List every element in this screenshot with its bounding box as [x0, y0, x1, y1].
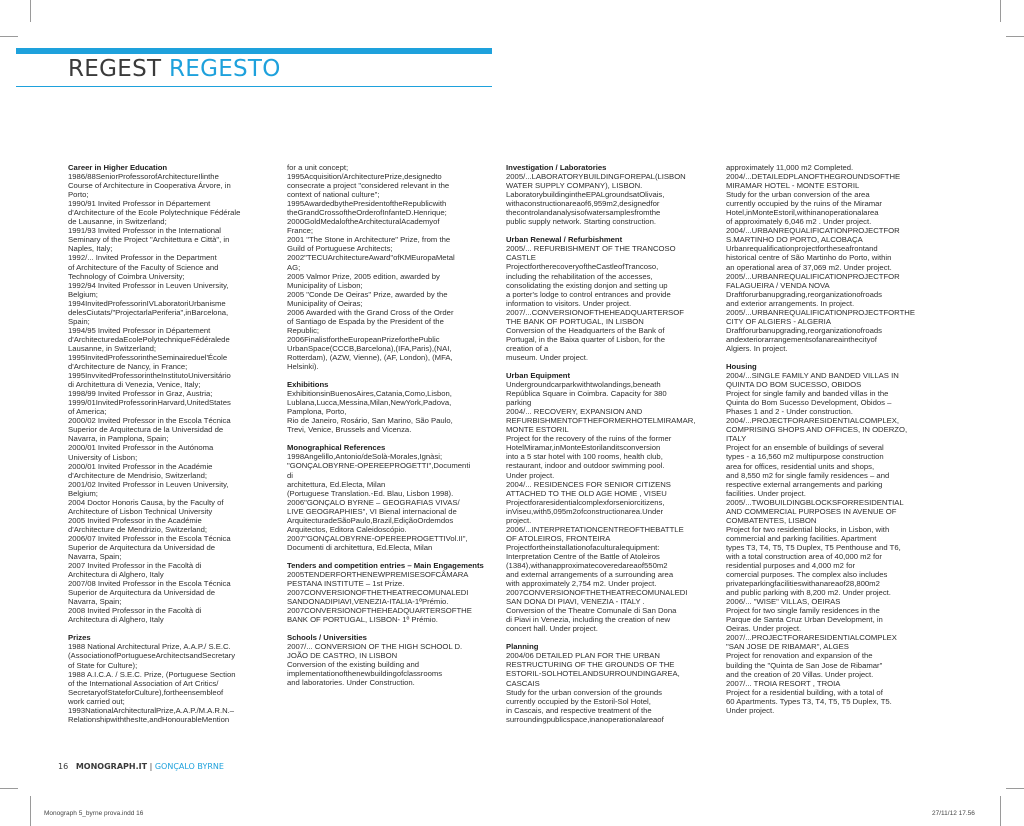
- text-line: ProjectfortherecoveryoftheCastleofTrancoso,: [506, 262, 659, 272]
- text-line: Superior de Arquitectura da Universidad de: [68, 588, 216, 598]
- text-line: 2004/... RECOVERY, EXPANSION AND: [506, 407, 643, 417]
- text-line: Course of Architecture in Cooperativa Árvore, in: [68, 181, 231, 191]
- text-line: work carried out;: [68, 696, 125, 706]
- text-line: 2006/...INTERPRETATIONCENTREOFTHEBATTLE: [506, 524, 684, 534]
- text-line: 2005 Valmor Prize, 2005 edition, awarded by: [287, 271, 440, 281]
- text-line: 2007/...PROJECTFORARESIDENTIALCOMPLEX: [726, 633, 897, 643]
- text-line: 2004/... RESIDENCES FOR SENIOR CITIZENS: [506, 479, 671, 489]
- text-column-2: [287, 163, 501, 688]
- text-line: andexteriorarrangementsofanareainthecityof: [726, 334, 877, 344]
- text-line: Rotterdam), (AZW, Vienne), (AF, London), (MFA,: [287, 352, 453, 362]
- text-line: 2006FinalistfortheEuropeanPrizeforthePublic: [287, 334, 440, 344]
- text-line: Municipality of Oeiras;: [287, 298, 363, 308]
- text-line: 2006/... "WISE" VILLAS, OEIRAS: [726, 597, 841, 607]
- text-line: Project for renovation and expansion of the: [726, 651, 873, 661]
- text-line: theGrandCrossoftheOrderofInfanteD.Henrique;: [287, 208, 447, 218]
- text-line: Study for the urban conversion of the area: [726, 190, 870, 200]
- text-line: COMPRISING SHOPS AND OFFICES, IN ODERZO,: [726, 425, 908, 435]
- text-line: University of Lisbon;: [68, 452, 138, 462]
- section-spacer: [287, 434, 501, 443]
- text-line: building the "Quinta de San Jose de Ribamar": [726, 660, 883, 670]
- text-line: Helsinki).: [287, 362, 319, 372]
- text-line: of State for Culture);: [68, 660, 138, 670]
- text-line: approximately 11,000 m2 Completed.: [726, 163, 854, 172]
- text-line: QUINTA DO BOM SUCESSO, OBIDOS: [726, 380, 862, 390]
- crop-mark: [0, 36, 18, 37]
- text-line: 2000/01 Invited Professor in the Académie: [68, 461, 213, 471]
- text-line: 2007"GONÇALOBYRNE-OPEREEPROGETTIVol.II",: [287, 533, 468, 543]
- text-line: Project for two single family residences in the: [726, 606, 880, 616]
- text-line: ESTORIL-SOLHOTELANDSURROUNDINGAREA,: [506, 669, 680, 679]
- text-line: types T3, T4, T5, T5 Duplex, T5 Penthouse and T6,: [726, 542, 901, 552]
- text-line: di: [287, 470, 293, 480]
- crop-mark: [0, 788, 18, 789]
- text-line: d'ArchitecturedaEcolePolytechniqueFédéralede: [68, 334, 230, 344]
- text-line: REFURBISHMENTOFTHEFORMERHOTELMIRAMAR,: [506, 416, 696, 426]
- text-line: 1988 A.I.C.A. / S.E.C. Prize, (Portuguese Section: [68, 669, 236, 679]
- text-line: an operational area of 37,069 m2. Under project.: [726, 262, 892, 272]
- text-line: Draftforurbanupgrading,reorganizationofroads: [726, 325, 882, 335]
- header-rule: [16, 86, 492, 87]
- section-heading: Housing: [726, 361, 757, 371]
- section-heading: Prizes: [68, 633, 91, 643]
- text-line: 2007CONVERSIONOFTHETHEATRECOMUNALEDI: [506, 588, 688, 598]
- text-line: d'Architecture de Mendrizio, Switzerland;: [68, 524, 208, 534]
- text-line: delesCiutats/"ProjectarlaPeriferia",inBarcelona,: [68, 307, 229, 317]
- text-line: 2005 Invited Professor in the Académie: [68, 515, 202, 525]
- text-line: UrbanSpace(CCCB,Barcelona),(IFA,Paris),(NAI,: [287, 343, 452, 353]
- text-line: 2005/...URBANREQUALIFICATIONPROJECTFOR: [726, 271, 900, 281]
- text-line: Guild of Portuguese Architects;: [287, 244, 393, 254]
- text-line: 1995Acquisition/ArchitecturePrize,designedto: [287, 172, 442, 182]
- section-spacer: [287, 371, 501, 380]
- text-line: Technology of Coimbra University;: [68, 271, 185, 281]
- text-line: 1995AwardedbythePresidentoftheRepublicwith: [287, 199, 447, 209]
- slug-datetime: 27/11/12 17.56: [932, 810, 975, 817]
- text-line: Belgium;: [68, 488, 98, 498]
- text-line: 2007CONVERSIONOFTHEHEADQUARTERSOFTHE: [287, 606, 472, 616]
- text-line: of Architecture of the Faculty of Science and: [68, 262, 219, 272]
- text-line: Project for two residential blocks, in Lisbon, with: [726, 524, 890, 534]
- text-line: AND COMMERCIAL PURPOSES IN AVENUE OF: [726, 506, 897, 516]
- text-line: thecontrolandanalysisofwatersamplesfromthe: [506, 208, 661, 218]
- text-line: Documenti di architettura, Ed.Electa, Milan: [287, 542, 433, 552]
- text-line: LIVE GEOGRAPHIES", VI Bienal internacional de: [287, 506, 457, 516]
- text-line: Seminary of the Project "Architettura e Città", in: [68, 235, 230, 245]
- text-line: Republic;: [287, 325, 320, 335]
- text-line: Lublana,Lucca,Messina,Milan,NewYork,Padova,: [287, 398, 452, 408]
- text-line: Phases 1 and 2 - Under construction.: [726, 407, 853, 417]
- text-line: area for offices, residential units and shops,: [726, 461, 875, 471]
- text-line: OF ATOLEIROS, FRONTEIRA: [506, 533, 611, 543]
- text-line: Parque de Santa Cruz Urban Development, in: [726, 615, 883, 625]
- text-line: RelationshipwiththesIte,andHonourableMention: [68, 714, 230, 724]
- text-line: France;: [287, 226, 314, 236]
- text-line: for a unit concept;: [287, 163, 349, 172]
- text-line: consecrate a project "considered relevant in the: [287, 181, 450, 191]
- text-line: of America;: [68, 407, 107, 417]
- page-footer: [58, 762, 224, 771]
- text-line: privateparkingfacilitieswithanareaof28,800m2: [726, 579, 880, 589]
- text-line: types - a 16,560 m2 multipurpose construction: [726, 452, 884, 462]
- text-line: parking: [506, 398, 532, 408]
- text-line: 2006"GONÇALO BYRNE – GEOGRAFIAS VIVAS/: [287, 497, 460, 507]
- text-line: CASTLE: [506, 253, 536, 263]
- section-heading: Career in Higher Education: [68, 163, 168, 172]
- crop-mark: [30, 796, 31, 826]
- text-line: Conversion of the Headquarters of the Bank of: [506, 325, 665, 335]
- text-line: HotelMiramar,inMonteEstorilanditsconversion: [506, 443, 661, 453]
- text-line: CASCAIS: [506, 678, 540, 688]
- text-line: 1994/95 Invited Professor in Département: [68, 325, 211, 335]
- text-line: Projectfortheinstallationofaculturalequipment:: [506, 542, 660, 552]
- text-line: 2005TENDERFORTHENEWPREMISESOFCÂMARA: [287, 569, 469, 579]
- text-line: museum. Under project.: [506, 352, 589, 362]
- text-line: Belgium;: [68, 289, 98, 299]
- text-line: 1988 National Architectural Prize, A.A.P./ S.E.C.: [68, 642, 231, 652]
- text-line: Navarra, Spain;: [68, 552, 122, 562]
- section-heading: Monographical References: [287, 443, 386, 453]
- text-line: LaboratorybuildingintheEPALgroundsatOlivais,: [506, 190, 665, 200]
- text-line: a porter's lodge to control entrances and provide: [506, 289, 671, 299]
- text-line: 1992/... Invited Professor in the Department: [68, 253, 217, 263]
- text-line: 2004 Doctor Honoris Causa, by the Faculty of: [68, 497, 224, 507]
- text-line: Project for an ensemble of buildings of several: [726, 443, 884, 453]
- text-line: ArquitecturadeSãoPaulo,Brazil,EdiçãoOrdemdos: [287, 515, 454, 525]
- text-line: Superior de Arquitectura de la Universidad de: [68, 425, 224, 435]
- text-line: 2007/... TROIA RESORT , TROIA: [726, 678, 841, 688]
- text-line: Projectforaresidentialcomplexforseniorcitizens,: [506, 497, 665, 507]
- text-line: withaconstructionareaof6,959m2,designedfor: [506, 199, 660, 209]
- section-spacer: [506, 226, 720, 235]
- section-heading: Planning: [506, 642, 539, 652]
- page-title: [68, 56, 281, 82]
- text-line: 2008 Invited Professor in the Facoltà di: [68, 606, 202, 616]
- text-line: Naples, Italy;: [68, 244, 113, 254]
- section-heading: Urban Renewal / Refurbishment: [506, 235, 623, 245]
- text-line: 2000/02 Invited Professor in the Escola Técnica: [68, 416, 231, 426]
- text-line: de Lausanne, in Switzerland;: [68, 217, 167, 227]
- text-line: Spain;: [68, 316, 90, 326]
- text-line: RESTRUCTURING OF THE GROUNDS OF THE: [506, 660, 675, 670]
- text-line: Lausanne, in Switzerland;: [68, 343, 157, 353]
- text-line: inViseu,with5,095m2ofconstructionarea.Under: [506, 506, 664, 516]
- section-spacer: [68, 624, 282, 633]
- text-line: in Cascais, and respective treatment of the: [506, 705, 652, 715]
- text-line: context of national culture";: [287, 190, 380, 200]
- text-line: CITY OF ALGIERS - ALGERIA: [726, 316, 831, 326]
- text-line: COMBATENTES, LISBON: [726, 515, 817, 525]
- text-line: Architecture of Lisbon Technical University: [68, 506, 213, 516]
- text-line: 2002"TECUArchitectureAward"ofKMEuropaMetal: [287, 253, 455, 263]
- text-line: 2005 "Conde De Oeiras" Prize, awarded by the: [287, 289, 448, 299]
- text-line: (Portuguese Translation.-Ed. Blau, Lisbon 1998).: [287, 488, 454, 498]
- text-line: 2007CONVERSIONOFTHETHEATRECOMUNALEDI: [287, 588, 469, 598]
- text-line: 1991/93 Invited Professor in the International: [68, 226, 221, 236]
- text-line: concert hall. Under project.: [506, 624, 598, 634]
- text-line: Conversion of the existing building and: [287, 660, 420, 670]
- text-line: BANK OF PORTUGAL, LISBON- 1º Prémio.: [287, 615, 438, 625]
- text-line: Project for single family and banded villas in the: [726, 389, 889, 399]
- section-spacer: [726, 353, 940, 362]
- text-line: (1384),withanapproximatecoveredareaof550m2: [506, 560, 668, 570]
- text-line: 1994InvitedProfessorinIVLaboratoriUrbanisme: [68, 298, 226, 308]
- text-line: Architectura di Alghero, Italy: [68, 570, 164, 580]
- text-line: FALAGUEIRA / VENDA NOVA: [726, 280, 830, 290]
- text-line: architettura, Ed.Electa, Milan: [287, 479, 386, 489]
- page-number: 16: [58, 762, 69, 771]
- text-line: 2007/08 Invited Professor in the Escola Técnica: [68, 579, 231, 589]
- text-line: and exterior arrangements. In project.: [726, 298, 855, 308]
- text-line: 60 Apartments. Types T3, T4, T5, T5 Duplex, T5.: [726, 696, 892, 706]
- text-line: 1998/99 Invited Professor in Graz, Austria;: [68, 389, 213, 399]
- section-spacer: [506, 362, 720, 371]
- text-line: and 8,550 m2 for single family residences – and: [726, 470, 890, 480]
- section-spacer: [506, 633, 720, 642]
- text-line: 2007/...CONVERSIONOFTHEHEADQUARTERSOF: [506, 307, 684, 317]
- text-line: Draftforurbanupgrading,reorganizationofroads: [726, 289, 882, 299]
- text-line: respective external arrangements and parking: [726, 479, 883, 489]
- text-line: d'Architecture of the Ecole Polytechnique Fédérale: [68, 208, 241, 218]
- title-english: REGEST: [68, 56, 162, 82]
- text-line: "SAN JOSE DE RIBAMAR", ALGES: [726, 642, 849, 652]
- text-line: d'Architecture de Nancy, in France;: [68, 362, 188, 372]
- text-line: with a total construction area of 40,000 m2 for: [726, 551, 882, 561]
- text-line: MONTE ESTORIL: [506, 425, 569, 435]
- text-line: of Santiago de Espada by the President of the: [287, 316, 444, 326]
- text-column-3: [506, 163, 720, 724]
- footer-separator: |: [149, 762, 153, 771]
- text-line: restaurant, indoor and outdoor swimming pool.: [506, 461, 665, 471]
- text-line: facilities. Under project.: [726, 488, 806, 498]
- text-line: di Piavi in Venezia, including the creation of new: [506, 615, 671, 625]
- text-line: 2007 Invited Professor in the Facoltà di: [68, 561, 202, 571]
- text-line: Under project.: [506, 470, 555, 480]
- text-line: SAN DONA DI PIAVI, VENEZIA - ITALY .: [506, 597, 645, 607]
- text-line: Superior de Arquitectura da Universidad de: [68, 542, 216, 552]
- text-line: MIRAMAR HOTEL - MONTE ESTORIL: [726, 181, 860, 191]
- text-line: into a 5 star hotel with 100 rooms, health club,: [506, 452, 663, 462]
- text-line: Hotel,inMonteEstoril,withinanoperationalarea: [726, 208, 879, 218]
- text-line: 1992/94 Invited Professor in Leuven University,: [68, 280, 229, 290]
- section-spacer: [287, 624, 501, 633]
- text-line: 1995InvitedProfessorintheSeminaireduel'École: [68, 352, 228, 362]
- text-line: 2004/06 DETAILED PLAN FOR THE URBAN: [506, 651, 660, 661]
- text-line: information to visitors. Under project.: [506, 298, 632, 308]
- text-line: 2005/...LABORATORYBUILDINGFOREPAL(LISBON: [506, 172, 686, 182]
- section-heading: Exhibitions: [287, 380, 329, 390]
- text-line: "GONÇALOBYRNE-OPEREEPROGETTI",Documenti: [287, 461, 471, 471]
- text-line: 2001 "The Stone in Architecture" Prize, from the: [287, 235, 451, 245]
- text-line: Algiers. In project.: [726, 343, 788, 353]
- text-line: THE BANK OF PORTUGAL, IN LISBON: [506, 316, 644, 326]
- text-line: Arquitectos, Editora Caleidoscópio.: [287, 524, 407, 534]
- text-line: ExhibitionsinBuenosAires,Catania,Como,Lisbon,: [287, 389, 452, 399]
- text-line: comercial purposes. The complex also includes: [726, 570, 888, 580]
- text-line: surroundingpublicspace,inanoperationalareaof: [506, 714, 664, 724]
- text-line: 1999/01InvitedProfessorinHarvard,UnitedStates: [68, 398, 231, 408]
- text-line: 2004/...DETAILEDPLANOFTHEGROUNDSOFTHE: [726, 172, 901, 182]
- text-line: 2006/07 Invited Professor in the Escola Técnica: [68, 533, 231, 543]
- text-line: Project for the recovery of the ruins of the former: [506, 434, 672, 444]
- text-line: Quinta do Bom Sucesso Development, Obidos –: [726, 398, 892, 408]
- text-line: of approximately 6,046 m2 . Under project.: [726, 217, 872, 227]
- text-line: S.MARTINHO DO PORTO, ALCOBAÇA: [726, 235, 863, 245]
- text-line: (AssociationofPortugueseArchitectsandSecretary: [68, 651, 236, 661]
- text-column-1: [68, 163, 282, 724]
- text-line: Oeiras. Under project.: [726, 624, 802, 634]
- text-line: JOÃO DE CASTRO, IN LISBON: [287, 651, 398, 661]
- text-line: 1990/91 Invited Professor in Département: [68, 199, 211, 209]
- text-line: residential purposes and 4,000 m2 for: [726, 561, 856, 571]
- text-line: creation of a: [506, 343, 549, 353]
- crop-mark: [1006, 788, 1024, 789]
- text-line: project.: [506, 515, 532, 525]
- text-line: Navarra, in Pamplona, Spain;: [68, 434, 169, 444]
- text-line: Pamplona, Porto,: [287, 407, 347, 417]
- text-line: 1998Angelillo,Antonio/deSolà-Morales,Ignàsi;: [287, 452, 443, 462]
- text-line: Urbanrequalificationprojectfortheseafrontand: [726, 244, 878, 254]
- section-heading: Investigation / Laboratories: [506, 163, 607, 172]
- text-line: 2005/...TWOBUILDINGBLOCKSFORRESIDENTIAL: [726, 497, 904, 507]
- text-line: 2001/02 Invited Professor in Leuven University,: [68, 479, 229, 489]
- crop-mark: [30, 0, 31, 22]
- text-line: and external arrangements of a surrounding area: [506, 570, 674, 580]
- text-line: 1993NationalArchitecturalPrize,A.A.P./M.A.R.N.–: [68, 705, 235, 715]
- text-line: 2004/...PROJECTFORARESIDENTIALCOMPLEX,: [726, 416, 900, 426]
- text-line: 2005/...URBANREQUALIFICATIONPROJECTFORTHE: [726, 307, 915, 317]
- text-line: Undergroundcarparkwithtwolandings,beneath: [506, 380, 661, 390]
- text-line: ATTACHED TO THE OLD AGE HOME , VISEU: [506, 488, 667, 498]
- text-line: Trevi, Venice, Brussels and Vicenza.: [287, 425, 412, 435]
- text-line: di Architettura di Venezia, Venice, Italy;: [68, 380, 201, 390]
- text-line: including the rehabilitation of the accesses,: [506, 271, 653, 281]
- text-line: Project for a residential building, with a total of: [726, 687, 883, 697]
- text-line: SecretaryofStateforCulture),fortheensembleof: [68, 687, 224, 697]
- text-line: Navarra, Spain;: [68, 597, 122, 607]
- section-spacer: [287, 552, 501, 561]
- text-line: d'Architecture de Mendrisio, Switzerland;: [68, 470, 208, 480]
- crop-mark: [1000, 796, 1001, 826]
- text-line: Under project.: [726, 705, 775, 715]
- slug-file: Monograph 5_byrne prova.indd 16: [44, 810, 144, 817]
- section-heading: Urban Equipment: [506, 370, 571, 380]
- text-line: 1995InvvitedProfessorintheInstitutoUniversitário: [68, 371, 231, 381]
- text-line: 2006 Awarded with the Grand Cross of the Order: [287, 307, 454, 317]
- text-line: of the International Association of Art Critics/: [68, 678, 219, 688]
- text-line: Conversion of the Theatre Comunale di San Dona: [506, 606, 677, 616]
- text-line: with approximately 2,754 m2. Under project.: [506, 579, 657, 589]
- text-line: 2000/01 Invited Professor in the Autónoma: [68, 443, 214, 453]
- text-line: consolidating the existing donjon and setting up: [506, 280, 668, 290]
- text-line: and public parking with 8,200 m2. Under project.: [726, 588, 891, 598]
- text-line: República Square in Coimbra. Capacity for 380: [506, 389, 667, 399]
- text-line: 2007/... CONVERSION OF THE HIGH SCHOOL D.: [287, 642, 463, 652]
- text-line: Architectura di Alghero, Italy: [68, 615, 164, 625]
- crop-mark: [1000, 0, 1001, 22]
- text-line: Portugal, in the Baixa quarter of Lisbon, for the: [506, 334, 665, 344]
- title-portuguese: REGESTO: [168, 56, 281, 82]
- text-line: Municipality of Lisbon;: [287, 280, 363, 290]
- section-heading: Tenders and competition entries – Main Engagements: [287, 560, 484, 570]
- text-line: currently occupied by the Estoril-Sol Hotel,: [506, 696, 651, 706]
- text-line: Study for the urban conversion of the grounds: [506, 687, 662, 697]
- text-line: Rio de Janeiro, Rosário, San Marino, São Paulo,: [287, 416, 453, 426]
- text-line: AG;: [287, 262, 301, 272]
- text-line: PESTANA INSTITUTE – 1st Prize.: [287, 579, 405, 589]
- text-line: historical centre of São Martinho do Porto, within: [726, 253, 892, 263]
- text-line: 2004/...SINGLE FAMILY AND BANDED VILLAS IN: [726, 371, 899, 381]
- text-line: currently occupied by the ruins of the Miramar: [726, 199, 882, 209]
- text-line: and laboratories. Under Construction.: [287, 678, 415, 688]
- text-line: 2004/...URBANREQUALIFICATIONPROJECTFOR: [726, 226, 900, 236]
- footer-monograph: MONOGRAPH.IT: [75, 762, 148, 771]
- text-line: 2000GoldMedaloftheArchitecturalAcademyof: [287, 217, 440, 227]
- header-accent-bar: [16, 48, 492, 54]
- text-line: 2005/... REFURBISHMENT OF THE TRANCOSO: [506, 244, 676, 254]
- text-line: Porto;: [68, 190, 89, 200]
- crop-mark: [1006, 36, 1024, 37]
- text-line: ITALY: [726, 434, 747, 444]
- text-line: public supply network. Starting construction.: [506, 217, 656, 227]
- section-heading: Schools / Universities: [287, 633, 367, 643]
- text-line: and the creation of 20 Villas. Under project.: [726, 669, 874, 679]
- footer-author: GONÇALO BYRNE: [154, 762, 224, 771]
- text-line: WATER SUPPLY COMPANY), LISBON.: [506, 181, 643, 191]
- text-line: 1986/88SeniorProfessorofArchitectureIlinthe: [68, 172, 219, 182]
- text-line: implementationofthenewbuildingofclassrooms: [287, 669, 443, 679]
- text-line: Interpretation Centre of the Battle of Atoleiros: [506, 551, 660, 561]
- text-column-4: [726, 163, 940, 715]
- text-line: commercial and parking facilities. Apartment: [726, 533, 877, 543]
- text-line: SANDONADIPIAVI,VENEZIA-ITALIA-1ºPrémio.: [287, 597, 449, 607]
